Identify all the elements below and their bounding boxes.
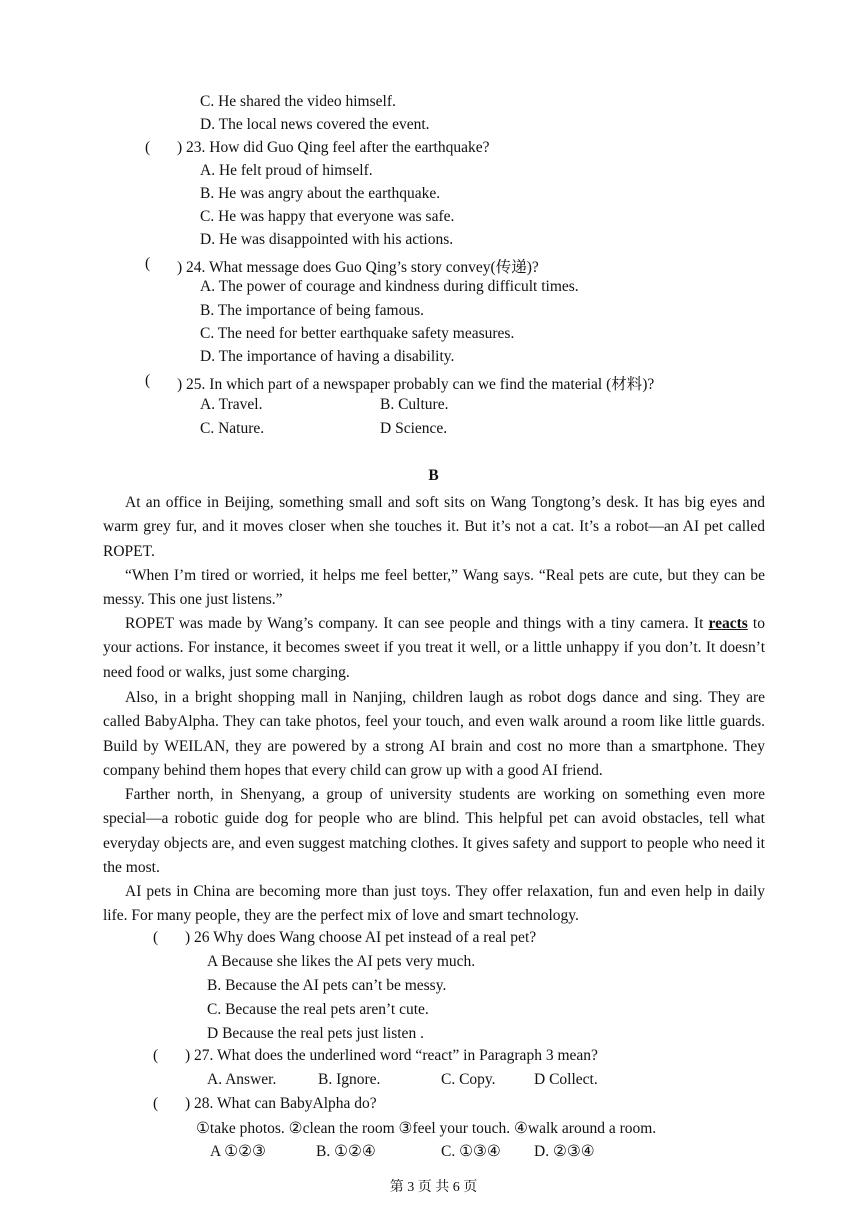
q25-option-b: B. Culture. [380, 396, 449, 413]
q24-option-a: A. The power of courage and kindness during difficult times. [200, 278, 579, 295]
q26-option-c: C. Because the real pets aren’t cute. [207, 1001, 429, 1018]
paragraph-6-text: AI pets in China are becoming more than just toys. They offer relaxation, fun and even help in daily life. For many people, they are the perfect mix of love and smart technology. [103, 883, 765, 925]
paragraph-1-text: At an office in Beijing, something small and soft sits on Wang Tongtong’s desk. It has big eyes and warm grey fur, and it moves closer when she touches it. But it’s not a cat. It’s a robot—an AI pet called ROPET. [103, 494, 765, 560]
paragraph-5-text: Farther north, in Shenyang, a group of university students are working on something even more special—a robotic guide dog for people who are blind. This helpful pet can avoid obstacles, tell what everyday objects are, and even suggest matching clothes. It gives safety and support to people who need it the most. [103, 786, 765, 876]
q24-answer-paren[interactable]: ( [145, 255, 151, 272]
q23-option-a: A. He felt proud of himself. [200, 162, 373, 179]
q27-option-d: D Collect. [534, 1071, 598, 1088]
q26-answer-paren[interactable]: ( [153, 929, 159, 946]
q28-answer-paren[interactable]: ( [153, 1095, 159, 1112]
q27-option-a: A. Answer. [207, 1071, 277, 1088]
passage-paragraph-1 [103, 491, 765, 564]
q28-option-a: A ①②③ [210, 1143, 266, 1160]
q23-answer-paren[interactable]: ( [145, 139, 151, 156]
q28-option-b: B. ①②④ [316, 1143, 376, 1160]
q28-option-d: D. ②③④ [534, 1143, 595, 1160]
q25-option-a: A. Travel. [200, 396, 263, 413]
q28-items: ①take photos. ②clean the room ③feel your touch. ④walk around a room. [196, 1120, 657, 1137]
paragraph-3-text-before: ROPET was made by Wang’s company. It can see people and things with a tiny camera. It [125, 615, 709, 632]
section-b-heading: B [428, 467, 439, 484]
q24-option-c: C. The need for better earthquake safety measures. [200, 325, 515, 342]
q25-stem: ) 25. In which part of a newspaper probably can we find the material (材料)? [177, 376, 655, 393]
paragraph-2-text: “When I’m tired or worried, it helps me feel better,” Wang says. “Real pets are cute, but they can be messy. This one just listens.” [103, 567, 765, 609]
q26-option-a: A Because she likes the AI pets very much. [207, 953, 476, 970]
q26-option-d: D Because the real pets just listen . [207, 1025, 424, 1042]
q24-option-d: D. The importance of having a disability. [200, 348, 455, 365]
q22-option-c: C. He shared the video himself. [200, 93, 396, 110]
q28-stem: ) 28. What can BabyAlpha do? [185, 1095, 377, 1112]
passage-paragraph-2 [103, 564, 765, 613]
q27-stem: ) 27. What does the underlined word “react” in Paragraph 3 mean? [185, 1047, 598, 1064]
passage-paragraph-3 [103, 612, 765, 685]
q26-option-b: B. Because the AI pets can’t be messy. [207, 977, 447, 994]
q26-stem: ) 26 Why does Wang choose AI pet instead of a real pet? [185, 929, 537, 946]
q23-option-b: B. He was angry about the earthquake. [200, 185, 441, 202]
paragraph-3-text-after: to your actions. For instance, it becomes sweet if you treat it well, or a little unhappy if you don’t. It doesn’t need food or walks, just some charging. [103, 615, 765, 681]
q23-stem: ) 23. How did Guo Qing feel after the earthquake? [177, 139, 490, 156]
q24-stem: ) 24. What message does Guo Qing’s story convey(传递)? [177, 259, 539, 276]
q23-option-d: D. He was disappointed with his actions. [200, 231, 454, 248]
q22-option-d: D. The local news covered the event. [200, 116, 430, 133]
q23-option-c: C. He was happy that everyone was safe. [200, 208, 455, 225]
q24-option-b: B. The importance of being famous. [200, 302, 424, 319]
page-number-footer: 第 3 页 共 6 页 [389, 1180, 478, 1195]
q27-answer-paren[interactable]: ( [153, 1047, 159, 1064]
passage-paragraph-6 [103, 880, 765, 929]
passage-paragraph-5 [103, 783, 765, 880]
paragraph-4-text: Also, in a bright shopping mall in Nanjing, children laugh as robot dogs dance and sing. They are called BabyAlpha. They can take photos, feel your touch, and even walk around a room like little guards. Build by WEILAN, they are powered by a strong AI brain and cost no more than a smartphone. They company behind them hopes that every child can grow up with a good AI friend. [103, 689, 765, 779]
q25-option-c: C. Nature. [200, 420, 265, 437]
q25-option-d: D Science. [380, 420, 448, 437]
q25-answer-paren[interactable]: ( [145, 372, 151, 389]
q27-option-c: C. Copy. [441, 1071, 496, 1088]
passage-paragraph-4 [103, 686, 765, 783]
underlined-word-reacts: reacts [708, 615, 748, 632]
q28-option-c: C. ①③④ [441, 1143, 501, 1160]
q27-option-b: B. Ignore. [318, 1071, 381, 1088]
